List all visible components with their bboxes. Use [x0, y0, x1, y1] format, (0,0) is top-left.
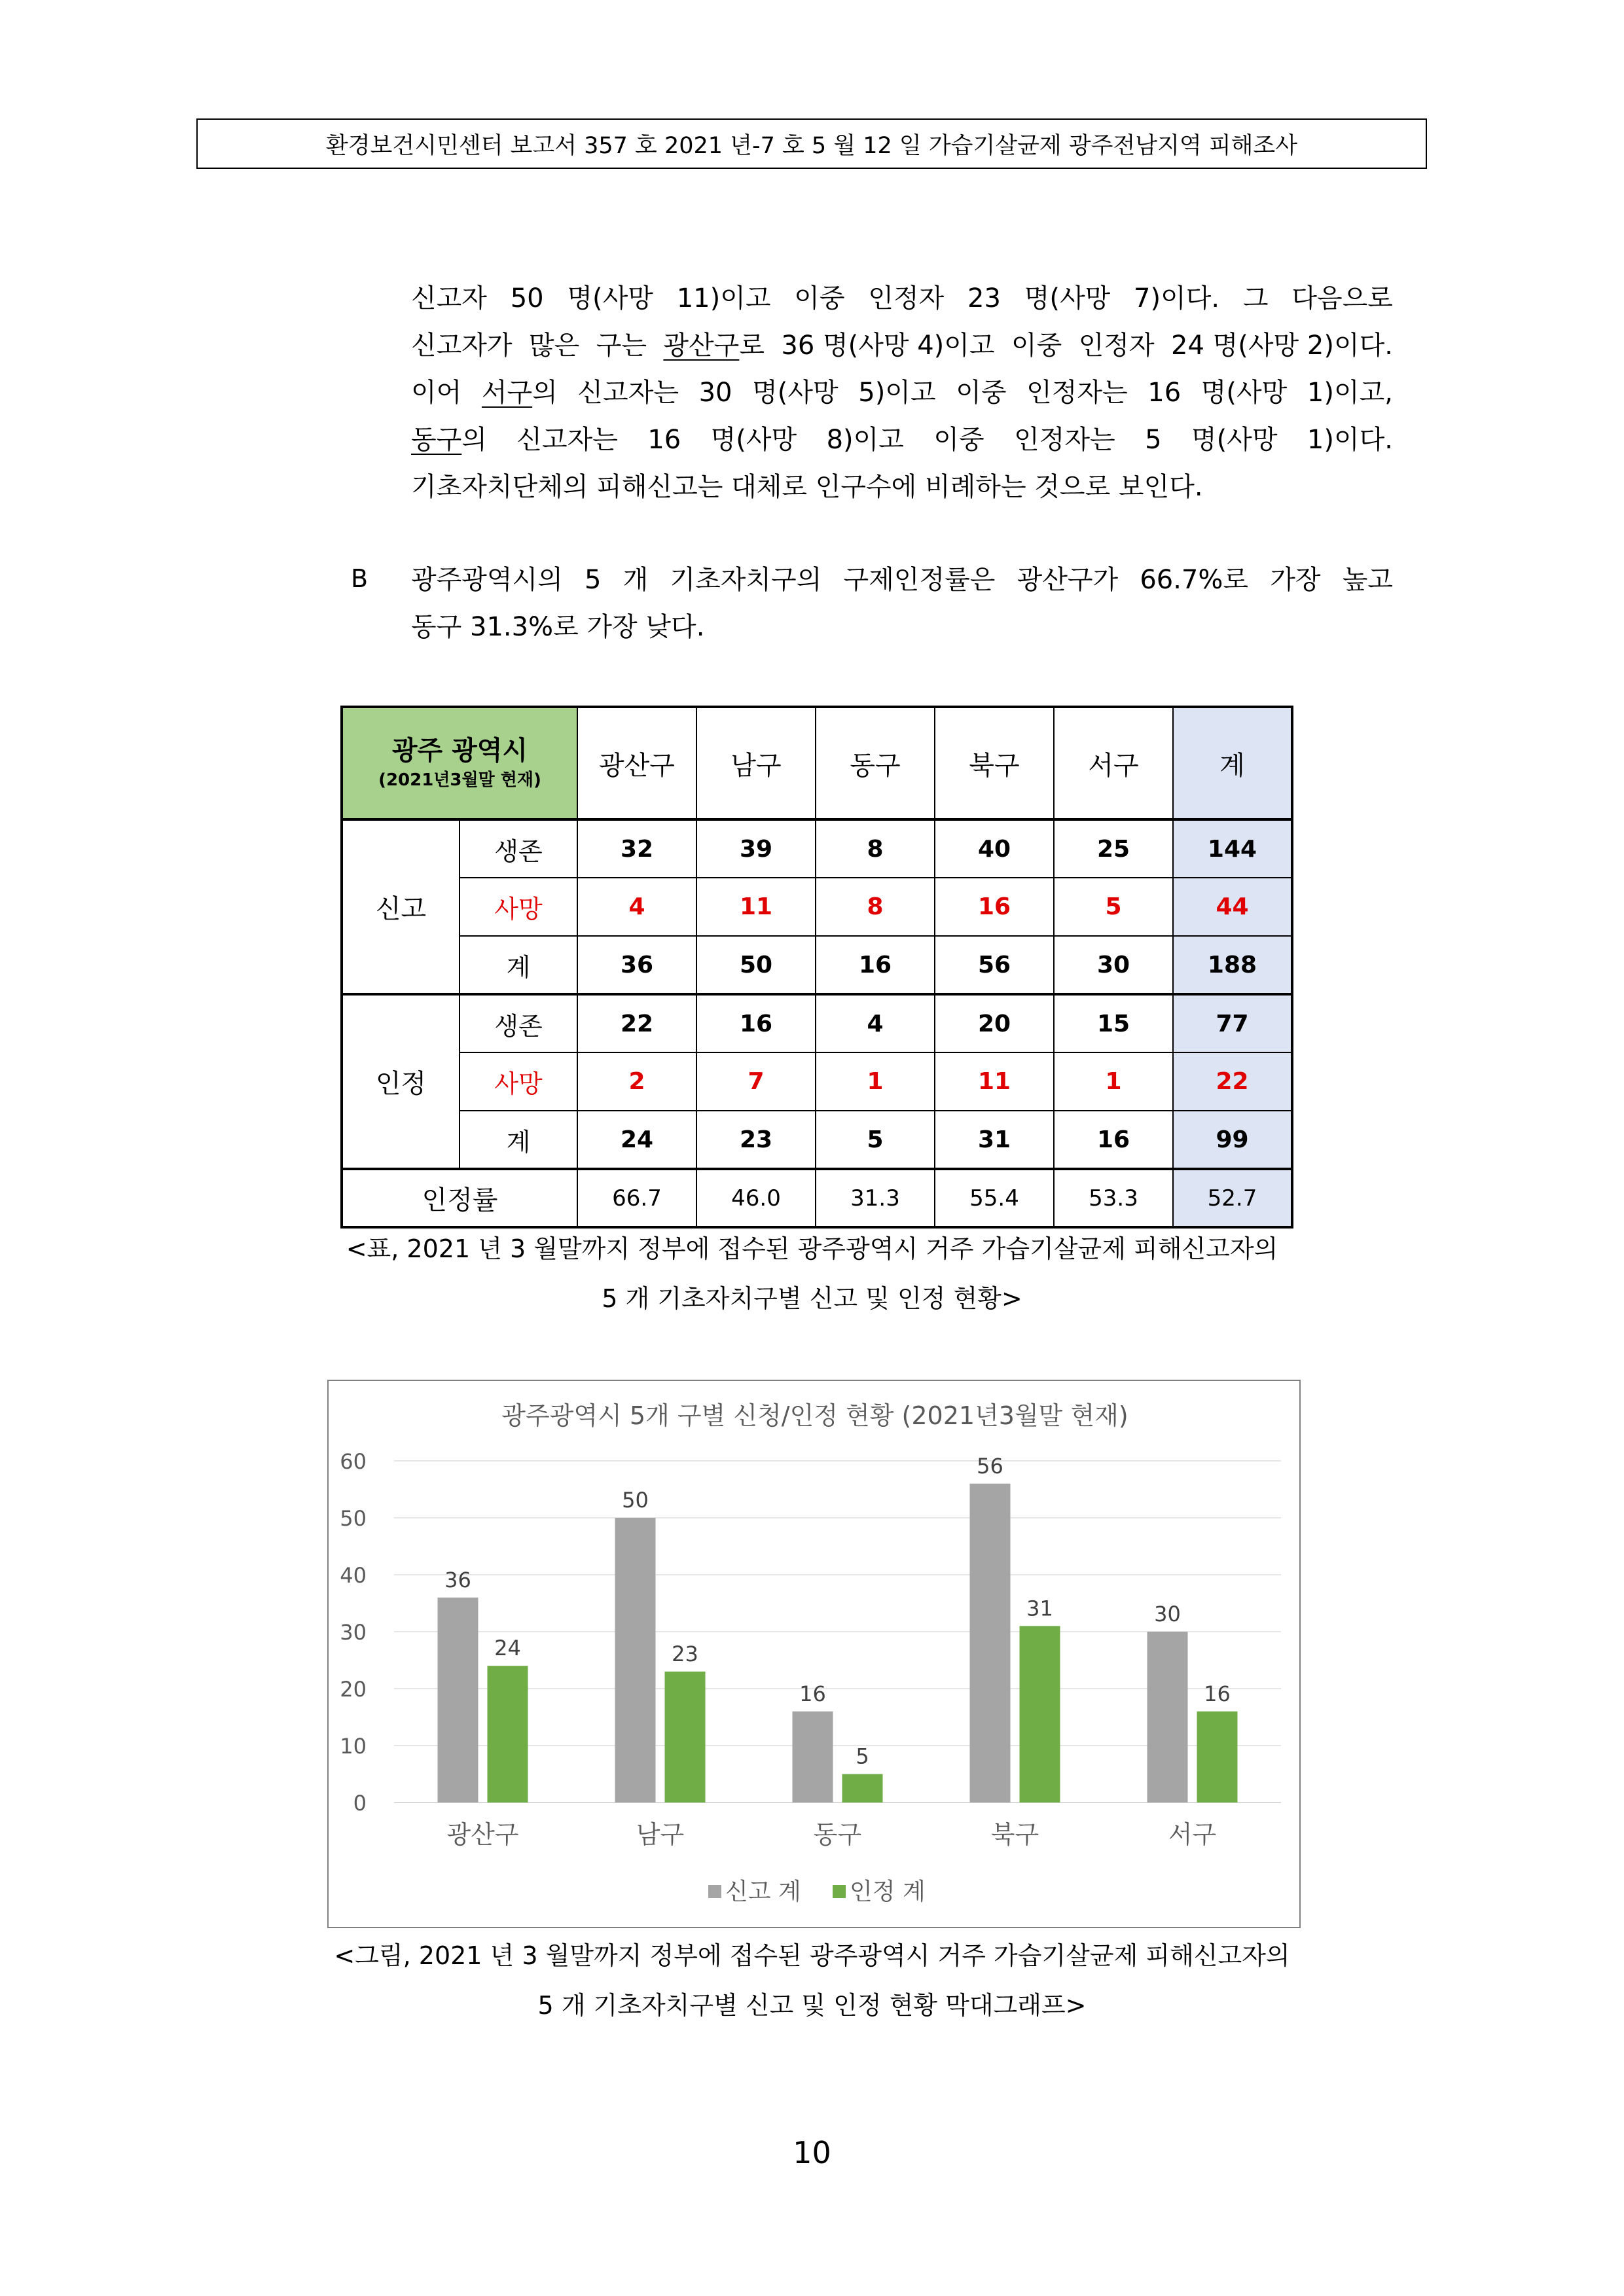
bullet-marker: B: [351, 564, 369, 593]
table-cell: 5: [1054, 878, 1173, 936]
paragraph-word: 1)이다.: [1307, 425, 1393, 455]
table-cell: 11: [696, 878, 816, 936]
paragraph-word: 인정자는: [1026, 378, 1128, 408]
legend-label: 신고 계: [725, 1878, 801, 1905]
table-row: [342, 936, 1292, 994]
table-row: [342, 1111, 1292, 1169]
table-row: [342, 994, 1292, 1052]
table-cell: 5: [816, 1111, 935, 1169]
table-cell: 31: [935, 1111, 1054, 1169]
paragraph-word: 이중: [933, 425, 984, 455]
y-tick-label: 30: [340, 1620, 367, 1645]
bar: [842, 1774, 883, 1803]
paragraph-word: 광산구로: [663, 331, 765, 361]
bullet-word: 광주광역시의: [411, 565, 563, 595]
paragraph-word: 23: [967, 283, 1001, 314]
paragraph-word: 이어: [411, 378, 462, 408]
table-header-row: [342, 707, 1292, 819]
data-label: 36: [444, 1567, 471, 1592]
table-cell: 22: [1173, 1052, 1292, 1111]
paragraph-word: 명(사망: [1024, 283, 1111, 314]
table-cell: 20: [935, 994, 1054, 1052]
table-group-label: 신고: [342, 819, 460, 994]
paragraph-word: 8)이고: [826, 425, 904, 455]
bar: [665, 1672, 706, 1803]
table-column-header: 북구: [935, 707, 1054, 819]
x-tick-label: 북구: [990, 1820, 1039, 1849]
paragraph-word: 50: [510, 283, 544, 314]
table-cell: 16: [696, 994, 816, 1052]
bar: [793, 1712, 833, 1803]
paragraph-word: 명(사망: [1200, 378, 1288, 408]
table-cell: 16: [935, 878, 1054, 936]
paragraph-word: 16: [1147, 378, 1182, 408]
bullet-paragraph: [411, 556, 1393, 651]
table-corner-subtitle: (2021년3월말 현재): [378, 770, 541, 791]
table-caption-line1: <표, 2021 년 3 월말까지 정부에 접수된 광주광역시 거주 가습기살균제 피해신고자의: [346, 1234, 1278, 1263]
figure-caption: [0, 1931, 1624, 2030]
bullet-line: [411, 556, 1393, 603]
table-cell: 23: [696, 1111, 816, 1169]
legend-label: 인정 계: [850, 1878, 926, 1905]
paragraph-word: 인정자: [1078, 331, 1155, 361]
table-caption: [0, 1224, 1624, 1323]
paragraph-word: 명(사망: [710, 425, 797, 455]
table-row-label: 계: [460, 936, 577, 994]
data-label: 23: [672, 1641, 698, 1666]
table-corner-title: 광주 광역시: [391, 736, 528, 766]
x-tick-label: 남구: [636, 1820, 685, 1849]
paragraph-word: 기초자치단체의 피해신고는 대체로 인구수에 비례하는 것으로 보인다.: [411, 472, 1203, 502]
table-column-header: 동구: [816, 707, 935, 819]
paragraph-word: 명(사망: [752, 378, 839, 408]
data-label: 56: [977, 1453, 1003, 1479]
paragraph-word: 명(사망: [1191, 425, 1278, 455]
paragraph-word: 이중: [794, 283, 845, 314]
data-label: 16: [1204, 1681, 1231, 1706]
paragraph-word: 신고자가: [411, 331, 513, 361]
paragraph-line: [411, 463, 1393, 511]
table-cell: 99: [1173, 1111, 1292, 1169]
bar-chart-svg: [329, 1381, 1302, 1929]
paragraph-word: 5)이고: [858, 378, 936, 408]
data-label: 30: [1154, 1602, 1181, 1626]
table-rate-row: [342, 1169, 1292, 1227]
table-row-label: 사망: [460, 1052, 577, 1111]
paragraph-word: 7)이다.: [1134, 283, 1220, 314]
table-cell: 44: [1173, 878, 1292, 936]
paragraph-word: 인정자는: [1014, 425, 1115, 455]
table-rate-cell: 53.3: [1054, 1169, 1173, 1227]
data-label: 5: [856, 1744, 869, 1769]
bullet-word: 개: [623, 565, 649, 595]
y-tick-label: 20: [340, 1677, 367, 1702]
paragraph-word: 5: [1145, 425, 1162, 455]
bar: [1197, 1712, 1238, 1803]
table-row: [342, 819, 1292, 878]
table-column-header: 서구: [1054, 707, 1173, 819]
table-corner-cell: [342, 707, 577, 819]
chart-title: 광주광역시 5개 구별 신청/인정 현황 (2021년3월말 현재): [501, 1401, 1128, 1430]
figure-caption-line1: <그림, 2021 년 3 월말까지 정부에 접수된 광주광역시 거주 가습기살균제 피해신고자의: [334, 1941, 1290, 1970]
table-cell: 56: [935, 936, 1054, 994]
table-cell: 2: [577, 1052, 696, 1111]
paragraph-word: 1)이고,: [1307, 378, 1393, 408]
x-tick-label: 광산구: [446, 1820, 519, 1849]
table-rate-cell: 52.7: [1173, 1169, 1292, 1227]
paragraph-line: [411, 369, 1393, 416]
paragraph-word: 서구의: [481, 378, 558, 408]
table-cell: 7: [696, 1052, 816, 1111]
table-cell: 15: [1054, 994, 1173, 1052]
paragraph-word: 다음으로: [1291, 283, 1393, 314]
table-cell: 16: [816, 936, 935, 994]
x-tick-label: 동구: [813, 1820, 862, 1849]
bullet-word: 5: [585, 565, 602, 595]
body-paragraph: [411, 275, 1393, 511]
table-cell: 188: [1173, 936, 1292, 994]
bullet-word: 동구 31.3%로 가장 낮다.: [411, 612, 705, 642]
table-column-header: 광산구: [577, 707, 696, 819]
paragraph-word: 동구의: [411, 425, 487, 455]
legend-swatch: [833, 1885, 846, 1898]
bullet-line: [411, 603, 1393, 651]
table-rate-cell: 31.3: [816, 1169, 935, 1227]
bullet-word: 높고: [1342, 565, 1393, 595]
paragraph-word: 이중: [956, 378, 1007, 408]
bar-chart: [327, 1380, 1301, 1928]
table-cell: 32: [577, 819, 696, 878]
paragraph-word: 11)이고: [676, 283, 771, 314]
paragraph-word: 많은: [528, 331, 580, 361]
table-cell: 50: [696, 936, 816, 994]
bullet-word: 가장: [1270, 565, 1321, 595]
table-row: [342, 1052, 1292, 1111]
table-row-label: 생존: [460, 819, 577, 878]
table-cell: 77: [1173, 994, 1292, 1052]
y-tick-label: 0: [353, 1791, 367, 1816]
paragraph-word: 신고자는: [516, 425, 618, 455]
paragraph-line: [411, 275, 1393, 322]
table-row-label: 사망: [460, 878, 577, 936]
y-tick-label: 40: [340, 1563, 367, 1588]
bullet-word: 광산구가: [1017, 565, 1119, 595]
table-rate-cell: 46.0: [696, 1169, 816, 1227]
table-cell: 22: [577, 994, 696, 1052]
paragraph-word: 16: [647, 425, 681, 455]
table-cell: 1: [816, 1052, 935, 1111]
paragraph-word: 그: [1242, 283, 1269, 314]
y-tick-label: 10: [340, 1734, 367, 1759]
bullet-word: 구제인정률은: [843, 565, 996, 595]
table-cell: 4: [816, 994, 935, 1052]
data-label: 50: [622, 1488, 649, 1513]
table-rate-cell: 66.7: [577, 1169, 696, 1227]
data-label: 31: [1026, 1596, 1053, 1621]
table-caption-line2: 5 개 기초자치구별 신고 및 인정 현황>: [602, 1284, 1022, 1313]
table-cell: 11: [935, 1052, 1054, 1111]
table-rate-cell: 55.4: [935, 1169, 1054, 1227]
table-group-label: 인정: [342, 994, 460, 1169]
table-column-header: 남구: [696, 707, 816, 819]
bullet-word: 기초자치구의: [670, 565, 822, 595]
bar: [1147, 1632, 1188, 1803]
paragraph-line: [411, 322, 1393, 369]
paragraph-word: 신고자: [411, 283, 487, 314]
legend-swatch: [708, 1885, 721, 1898]
table-row: [342, 878, 1292, 936]
paragraph-word: 명(사망: [567, 283, 653, 314]
table-cell: 24: [577, 1111, 696, 1169]
paragraph-word: 인정자: [868, 283, 945, 314]
paragraph-word: 신고자는: [577, 378, 679, 408]
table-row-label: 계: [460, 1111, 577, 1169]
table-cell: 30: [1054, 936, 1173, 994]
data-label: 24: [494, 1636, 521, 1661]
table-cell: 8: [816, 878, 935, 936]
page-number: 10: [793, 2135, 831, 2170]
paragraph-word: 30: [698, 378, 732, 408]
x-tick-label: 서구: [1168, 1820, 1217, 1849]
paragraph-word: 이중: [1011, 331, 1062, 361]
bar: [438, 1598, 478, 1803]
bar: [1020, 1626, 1060, 1803]
figure-caption-line2: 5 개 기초자치구별 신고 및 인정 현황 막대그래프>: [537, 1991, 1087, 2020]
paragraph-word: 구는: [596, 331, 647, 361]
table-cell: 1: [1054, 1052, 1173, 1111]
table-cell: 16: [1054, 1111, 1173, 1169]
paragraph-word: 36 명(사망 4)이고: [781, 331, 995, 361]
report-header: [196, 118, 1427, 169]
bar: [488, 1666, 528, 1803]
table-cell: 8: [816, 819, 935, 878]
y-tick-label: 50: [340, 1506, 367, 1531]
table-cell: 25: [1054, 819, 1173, 878]
district-status-table: [340, 706, 1293, 1229]
table-column-header: 계: [1173, 707, 1292, 819]
table-cell: 39: [696, 819, 816, 878]
paragraph-line: [411, 416, 1393, 463]
data-label: 16: [799, 1681, 826, 1706]
table-cell: 40: [935, 819, 1054, 878]
table-rate-label: 인정률: [342, 1169, 577, 1227]
y-tick-label: 60: [340, 1449, 367, 1474]
table-cell: 4: [577, 878, 696, 936]
bar: [970, 1484, 1011, 1803]
bullet-word: 66.7%로: [1140, 565, 1249, 595]
table-cell: 144: [1173, 819, 1292, 878]
table-row-label: 생존: [460, 994, 577, 1052]
report-header-title: 환경보건시민센터 보고서 357 호 2021 년-7 호 5 월 12 일 가습기살균제 광주전남지역 피해조사: [325, 132, 1298, 159]
table-cell: 36: [577, 936, 696, 994]
bar: [615, 1518, 656, 1803]
paragraph-word: 24 명(사망 2)이다.: [1171, 331, 1393, 361]
